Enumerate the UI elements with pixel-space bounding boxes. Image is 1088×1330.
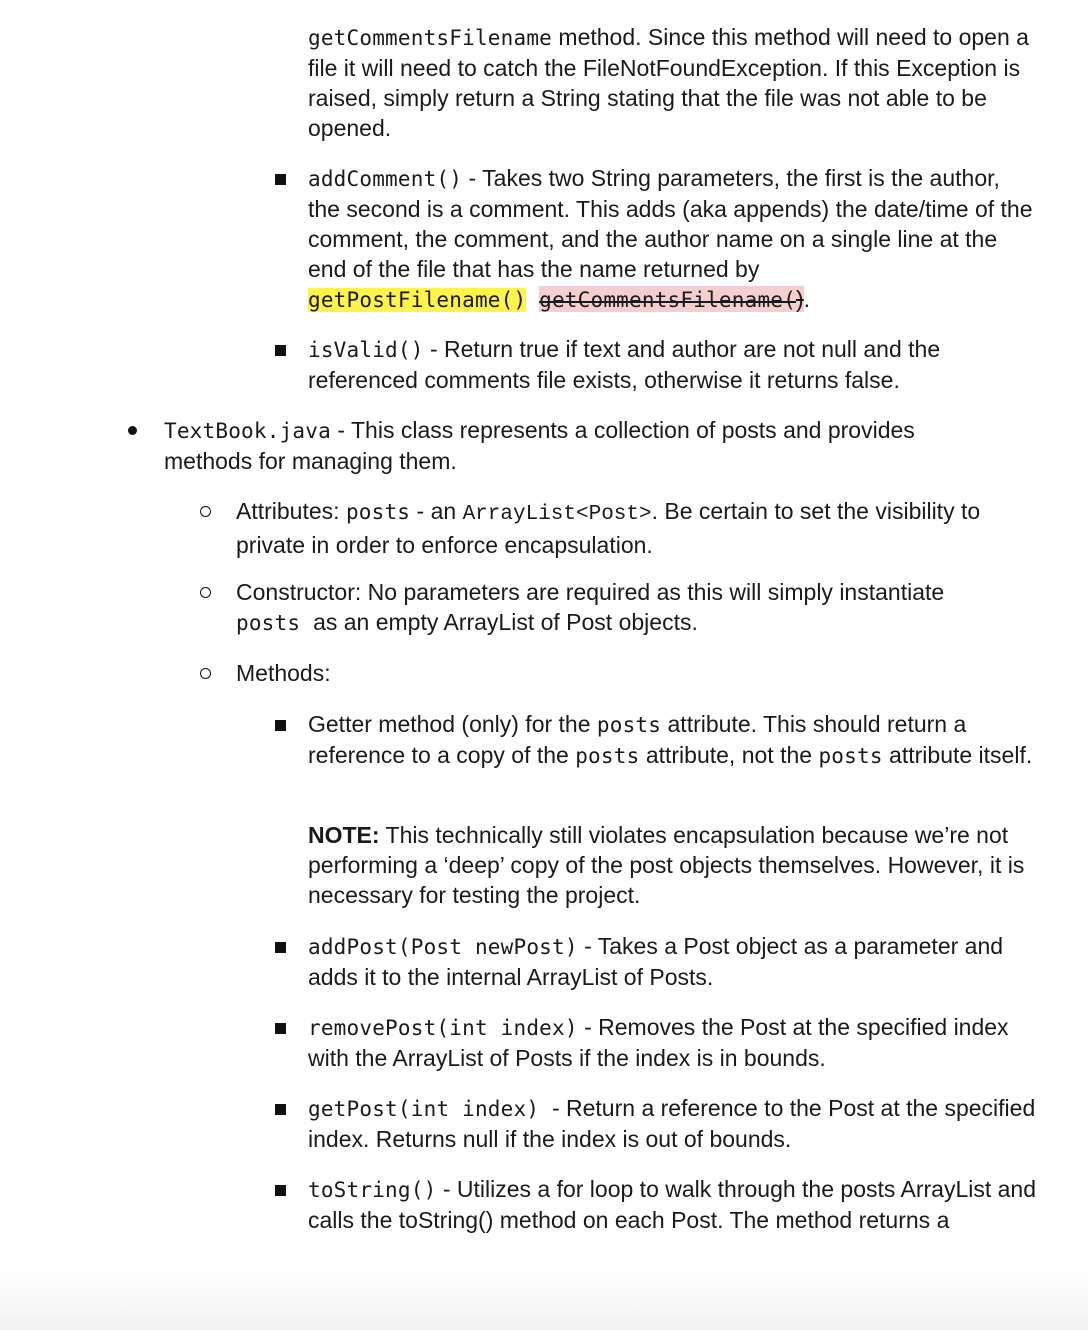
circle-bullet-icon bbox=[200, 668, 211, 679]
constructor-label: Constructor: No parameters are required as this will simply instantiate bbox=[236, 579, 945, 605]
getter-text-2: attribute. This should return a reference to a copy of the bbox=[308, 711, 967, 768]
circle-bullet-icon bbox=[200, 506, 211, 517]
is-valid-item bbox=[308, 334, 1038, 395]
square-bullet-icon bbox=[275, 1104, 286, 1115]
page-bottom-edge bbox=[0, 1270, 1088, 1330]
code-get-comments-filename: getCommentsFilename bbox=[308, 26, 553, 50]
code-posts: posts bbox=[345, 500, 411, 524]
code-posts: posts bbox=[818, 744, 883, 768]
square-bullet-icon bbox=[275, 720, 286, 731]
deleted-tail: ) bbox=[796, 286, 804, 312]
item-text: - Utilizes a for loop to walk through the posts ArrayList and calls the toString() method on each Post. The method returns a bbox=[308, 1176, 1037, 1233]
code-is-valid: isValid() bbox=[308, 338, 424, 362]
square-bullet-icon bbox=[275, 345, 286, 356]
code-to-string: toString() bbox=[308, 1178, 437, 1202]
get-post-item bbox=[308, 1093, 1042, 1154]
suggested-deletion[interactable] bbox=[539, 286, 804, 312]
code-textbook: TextBook.java bbox=[164, 419, 331, 443]
code-posts: posts bbox=[575, 744, 640, 768]
attributes-label: Attributes: bbox=[236, 498, 346, 524]
attributes-item bbox=[236, 496, 1036, 560]
note-text: This technically still violates encapsulation because we’re not performing a ‘deep’ copy of the post objects themselves. However, it is necessary for testing the project. bbox=[308, 822, 1025, 908]
circle-bullet-icon bbox=[200, 587, 211, 598]
item-text: . Be certain to set the visibility to private in order to enforce encapsulation. bbox=[236, 498, 981, 558]
constructor-item bbox=[236, 577, 1036, 638]
note-label: NOTE: bbox=[308, 822, 380, 848]
square-bullet-icon bbox=[275, 174, 286, 185]
item-text: - Return true if text and author are not null and the referenced comments file exists, otherwise it returns false. bbox=[308, 336, 941, 393]
add-comment-item bbox=[308, 163, 1038, 315]
code-add-comment: addComment() bbox=[308, 167, 463, 191]
square-bullet-icon bbox=[275, 942, 286, 953]
getter-text-1: Getter method (only) for the bbox=[308, 711, 597, 737]
note-paragraph bbox=[308, 820, 1038, 910]
item-text: as an empty ArrayList of Post objects. bbox=[313, 609, 698, 635]
getter-text-3: attribute, not the bbox=[639, 742, 819, 768]
code-arraylist-type: ArrayList<Post> bbox=[462, 503, 652, 526]
methods-item bbox=[236, 658, 1036, 688]
square-bullet-icon bbox=[275, 1023, 286, 1034]
paragraph-text: method. Since this method will need to open a file it will need to catch the FileNotFoundException. If this Exception is raised, simply return a String stating that the file was not able to be opened. bbox=[308, 24, 1029, 141]
suggested-insertion[interactable]: getPostFilename() bbox=[308, 288, 527, 312]
item-text: - This class represents a collection of posts and provides methods for managing them. bbox=[164, 417, 915, 474]
code-remove-post: removePost(int index) bbox=[308, 1016, 578, 1040]
sentence-end: . bbox=[803, 286, 811, 312]
code-posts: posts bbox=[236, 611, 314, 635]
textbook-item bbox=[164, 415, 964, 476]
item-text: - Return a reference to the Post at the specified index. Returns null if the index is out of bounds. bbox=[308, 1095, 1042, 1152]
deleted-code: getCommentsFilename( bbox=[539, 288, 796, 312]
to-string-item bbox=[308, 1174, 1038, 1235]
methods-label: Methods: bbox=[236, 660, 331, 686]
attributes-mid: - an bbox=[410, 498, 463, 524]
item-text: - Takes a Post object as a parameter and adds it to the internal ArrayList of Posts. bbox=[308, 933, 1004, 990]
get-comments-filename-paragraph bbox=[308, 22, 1038, 143]
code-add-post: addPost(Post newPost) bbox=[308, 935, 578, 959]
square-bullet-icon bbox=[275, 1185, 286, 1196]
remove-post-item bbox=[308, 1012, 1038, 1073]
disc-bullet-icon bbox=[128, 426, 137, 435]
item-text: - Takes two String parameters, the first is the author, the second is a comment. This adds (aka appends) the date/time of the comment, the comment, and the author name on a single line at the end of the file that has the name returned by bbox=[308, 165, 1033, 282]
getter-item bbox=[308, 709, 1038, 771]
code-posts: posts bbox=[596, 713, 662, 737]
getter-text-4: attribute itself. bbox=[882, 742, 1033, 768]
code-get-post: getPost(int index) bbox=[308, 1097, 540, 1121]
add-post-item bbox=[308, 931, 1038, 992]
item-text: - Removes the Post at the specified index with the ArrayList of Posts if the index is in bounds. bbox=[308, 1014, 1009, 1071]
